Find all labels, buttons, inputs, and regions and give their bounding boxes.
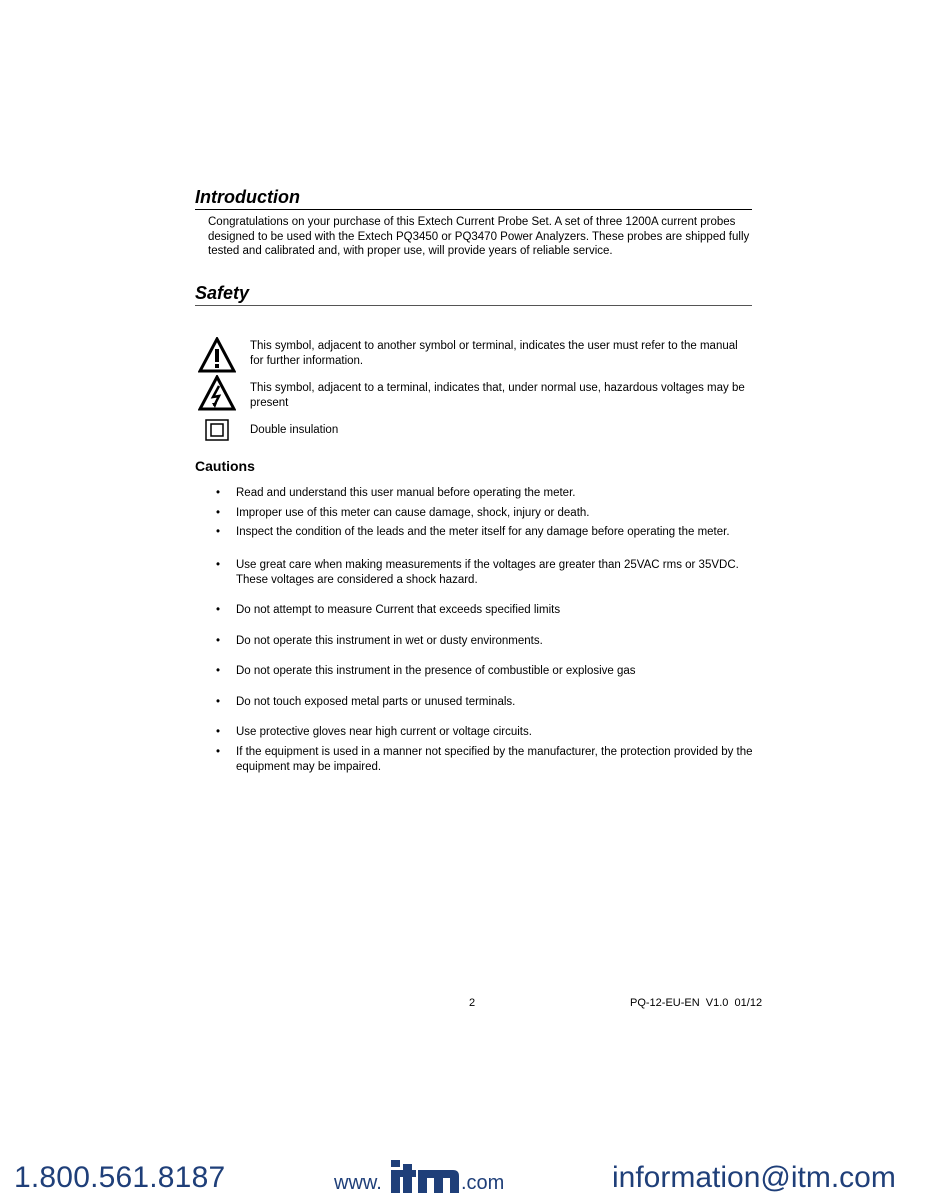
bullet-icon: • xyxy=(216,526,221,538)
bullet-icon: • xyxy=(216,604,221,616)
safety-heading: Safety xyxy=(195,283,752,306)
bullet-icon: • xyxy=(216,746,221,758)
symbol-description: This symbol, adjacent to another symbol or terminal, indicates the user must refer to the manual for further information. xyxy=(250,340,738,367)
page-number: 2 xyxy=(469,997,476,1009)
double-insulation-icon xyxy=(205,419,229,446)
warning-triangle-icon xyxy=(198,337,236,378)
itm-logo-icon xyxy=(389,1160,461,1200)
website-www: www. xyxy=(334,1172,382,1194)
document-id: PQ-12-EU-EN V1.0 01/12 xyxy=(630,997,763,1009)
symbol-description: Double insulation xyxy=(250,424,339,436)
phone-number[interactable]: 1.800.561.8187 xyxy=(14,1161,226,1194)
bullet-icon: • xyxy=(216,559,221,571)
email-address[interactable]: information@itm.com xyxy=(612,1161,896,1194)
cautions-heading: Cautions xyxy=(195,458,255,474)
introduction-text: Congratulations on your purchase of this Extech Current Probe Set. A set of three 1200A current probes designed to be used with the Extech PQ3450 or PQ3470 Power Analyzers. These probes are shipped fully tested and calibrated and, with proper use, will provide years of reliable service. xyxy=(208,216,750,257)
bullet-icon: • xyxy=(216,635,221,647)
bullet-icon: • xyxy=(216,665,221,677)
manual-page: Introduction Congratulations on your purchase of this Extech Current Probe Set. A set of three 1200A current probes designed to be used with the Extech PQ3450 or PQ3470 Power Analyzers. These probes are shipped fully tested and calibrated and, with proper use, will provide years of reliable service. Safety This symbol, adjacent to another symbol or terminal, indicates the user must refer to the manual for further information. This symbol, adjacent to a terminal, indicates that, under normal use, hazardous voltages may be present Double insulation Cautions • Read and understand this user manual before operating the meter. • Improper use of this meter can cause damage, shock, injury or death. • Inspect the condition of the leads and the meter itself for any damage before operating the meter. • Use great care when making measurements if the voltages are greater than 25VAC rms or 35VDC. These voltages are considered a shock hazard. • Do not attempt to measure Current that exceeds specified limits • Do not operate this instrument in wet or dusty environments. • Do not operate this instrument in the presence of combustible or explosive gas • Do not touch exposed metal parts or unused terminals. • Use protective gloves near high current or voltage circuits. • If the equipment is used in a manner not specified by the manufacturer, the protection provided by the equipment may be impaired. 2 PQ-12-EU-EN V1.0 01/12 1.800.561.8187 www. .com information@itm.com xyxy=(0,0,950,1201)
high-voltage-icon xyxy=(198,375,236,416)
symbol-description: This symbol, adjacent to a terminal, indicates that, under normal use, hazardous voltages may be present xyxy=(250,382,745,409)
bullet-icon: • xyxy=(216,487,221,499)
bullet-icon: • xyxy=(216,696,221,708)
bullet-icon: • xyxy=(216,507,221,519)
introduction-heading: Introduction xyxy=(195,187,752,210)
website-com: .com xyxy=(461,1172,505,1194)
bullet-icon: • xyxy=(216,726,221,738)
